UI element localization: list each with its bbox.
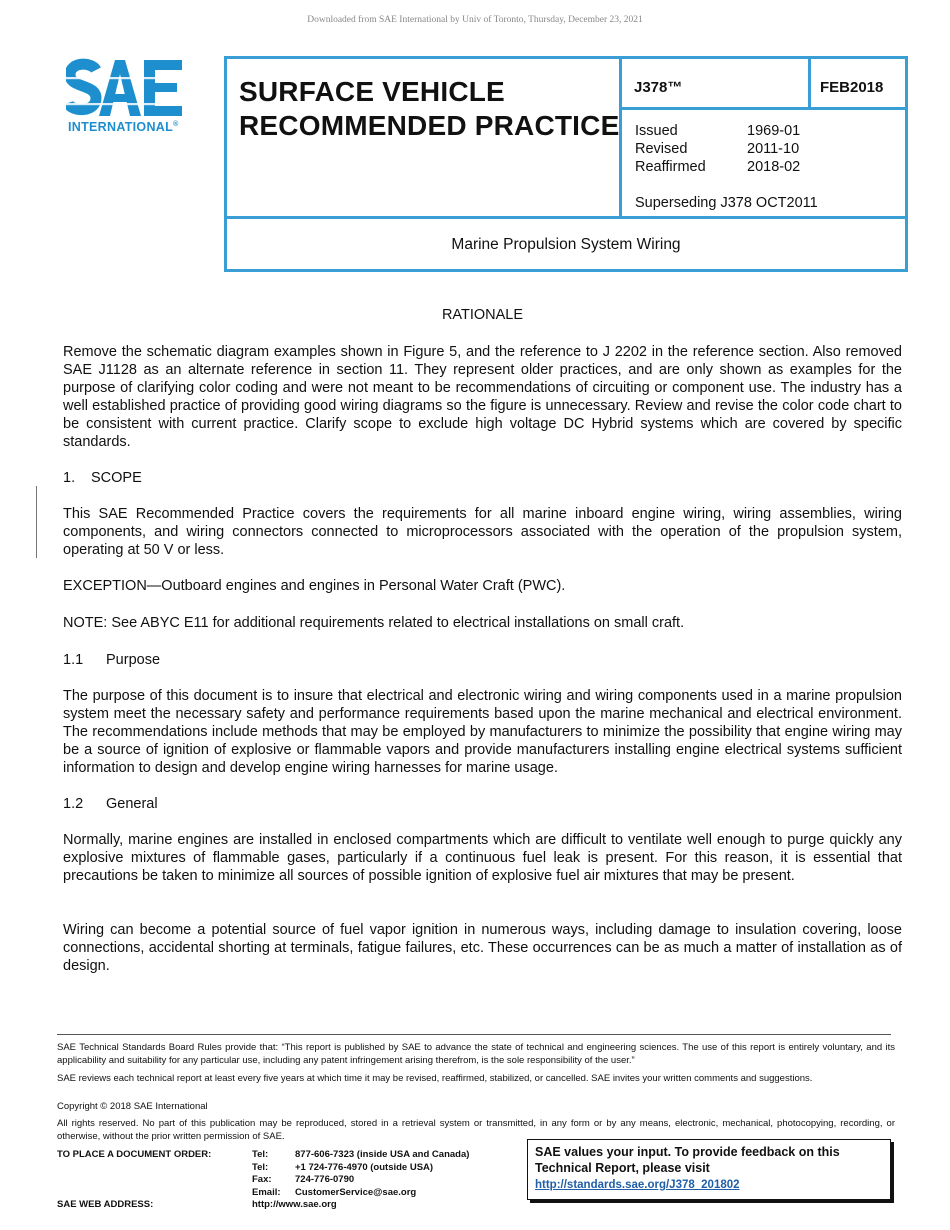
revised-label: Revised	[635, 141, 688, 157]
document-id-box	[619, 56, 811, 110]
scope-paragraph: This SAE Recommended Practice covers the requirements for all marine inboard engine wiring, wiring assemblies, wiring components, and wiring connectors connected to microprocessors associated with the operation of the propulsion system, operating at 50 V or less.	[63, 506, 902, 558]
document-type-line1: SURFACE VEHICLE	[239, 76, 505, 107]
document-title-box	[224, 216, 908, 272]
contact-key: Fax:	[252, 1174, 272, 1185]
exception-paragraph: EXCEPTION—Outboard engines and engines in Personal Water Craft (PWC).	[63, 578, 566, 594]
change-bar	[36, 486, 37, 558]
superseding-note: Superseding J378 OCT2011	[635, 195, 818, 211]
section-number: 1.	[63, 470, 76, 486]
phone-international[interactable]: +1 724-776-4970 (outside USA)	[295, 1161, 434, 1173]
document-title: Marine Propulsion System Wiring	[451, 236, 681, 253]
general-paragraph-1: Normally, marine engines are installed in enclosed compartments which are difficult to ventilate well enough to purge quickly any explosive mixtures of flammable gases, particularly if a continuous fuel leak is present. For this reason, it is essential that precautions be taken to minimize all sources of possible ignition of explosive fuel air mixtures that may be present.	[63, 832, 902, 884]
sae-logo	[66, 58, 196, 138]
document-type-box	[224, 56, 622, 219]
sae-logo-mark	[66, 58, 186, 118]
history-box	[619, 107, 908, 219]
section-heading-general	[63, 795, 902, 813]
reaffirmed-value: 2018-02	[747, 159, 801, 175]
feedback-text: SAE values your input. To provide feedback on this Technical Report, please visit	[535, 1145, 840, 1175]
rights-text: All rights reserved. No part of this publication may be reproduced, stored in a retrieval system or transmitted, in any form or by any means, electronic, mechanical, photocopying, recording, or otherwise, without the prior written permission of SAE.	[57, 1118, 895, 1142]
document-type-line2: RECOMMENDED PRACTICE	[239, 110, 620, 141]
section-number: 1.2	[63, 796, 84, 812]
feedback-box	[527, 1139, 891, 1200]
section-heading-scope	[63, 469, 902, 487]
date-code: FEB2018	[820, 79, 884, 96]
section-number: 1.1	[63, 652, 84, 668]
fax-number: 724-776-0790	[295, 1174, 355, 1185]
issued-label: Issued	[635, 123, 678, 139]
phone-domestic[interactable]: 877-606-7323 (inside USA and Canada)	[295, 1149, 470, 1160]
section-title: Purpose	[106, 652, 161, 668]
order-label: TO PLACE A DOCUMENT ORDER:	[57, 1149, 212, 1160]
note-paragraph: NOTE: See ABYC E11 for additional requirements related to electrical installations on small craft.	[63, 615, 685, 631]
order-contacts	[0, 1149, 520, 1201]
section-heading-purpose	[63, 651, 902, 669]
document-id: J378™	[634, 79, 683, 96]
footer-divider	[57, 1034, 891, 1035]
feedback-link[interactable]: http://standards.sae.org/J378_201802	[535, 1179, 740, 1191]
copyright-text: Copyright © 2018 SAE International	[57, 1101, 208, 1112]
standards-rules-text: SAE Technical Standards Board Rules provide that: “This report is published by SAE to advance the state of technical and engineering sciences. The use of this report is entirely voluntary, and its applicability and suitability for any particular use, including any patent infringement arising therefrom, is the sole responsibility of the user.”	[57, 1042, 895, 1066]
rationale-paragraph: Remove the schematic diagram examples shown in Figure 5, and the reference to J 2202 in the reference section. Also removed SAE J1128 as an alternate reference in section 11. They represent older practices, and are only shown as examples for the purpose of clarifying color coding and were not meant to be recommendations of circuiting or component use. The industry has a well established practice of providing good wiring diagrams so the figure is unnecessary. Review and revise the color code chart to be consistent with current practice. Clarify scope to exclude high voltage DC Hybrid systems which are covered by specific standards.	[63, 344, 902, 450]
web-address-label: SAE WEB ADDRESS:	[57, 1199, 154, 1210]
section-title: General	[106, 796, 158, 812]
rationale-heading: RATIONALE	[441, 307, 524, 323]
contact-key: Tel:	[252, 1149, 269, 1160]
contact-key: Email:	[252, 1186, 281, 1198]
download-note: Downloaded from SAE International by Univ of Toronto, Thursday, December 23, 2021	[307, 15, 643, 25]
reaffirmed-label: Reaffirmed	[635, 159, 706, 175]
logo-wordmark: INTERNATIONAL®	[68, 120, 179, 134]
review-text: SAE reviews each technical report at least every five years at which time it may be revised, reaffirmed, stabilized, or cancelled. SAE invites your written comments and suggestions.	[57, 1073, 813, 1084]
contact-key: Tel:	[252, 1161, 269, 1173]
general-paragraph-2: Wiring can become a potential source of fuel vapor ignition in numerous ways, including damage to insulation covering, loose connections, accidental shorting at terminals, fatigue failures, etc. These occurrences can be as much a matter of installation as of design.	[63, 922, 902, 974]
date-code-box	[808, 56, 908, 110]
revised-value: 2011-10	[747, 141, 800, 157]
email-link[interactable]: CustomerService@sae.org	[295, 1186, 417, 1198]
section-title: SCOPE	[91, 470, 142, 486]
issued-value: 1969-01	[747, 123, 801, 139]
web-address-link[interactable]: http://www.sae.org	[252, 1199, 337, 1210]
purpose-paragraph: The purpose of this document is to insure that electrical and electronic wiring and wiring components used in a marine propulsion system meet the necessary safety and performance requirements based upon the marine mechanical and electrical environment. The recommendations include methods that may be employed by manufacturers to minimize the possibility that engine wiring may be a source of ignition of explosive or flammable vapors and provide manufacturers installing engine electrical systems sufficient information to design and develop engine wiring harnesses for marine usage.	[63, 688, 902, 776]
